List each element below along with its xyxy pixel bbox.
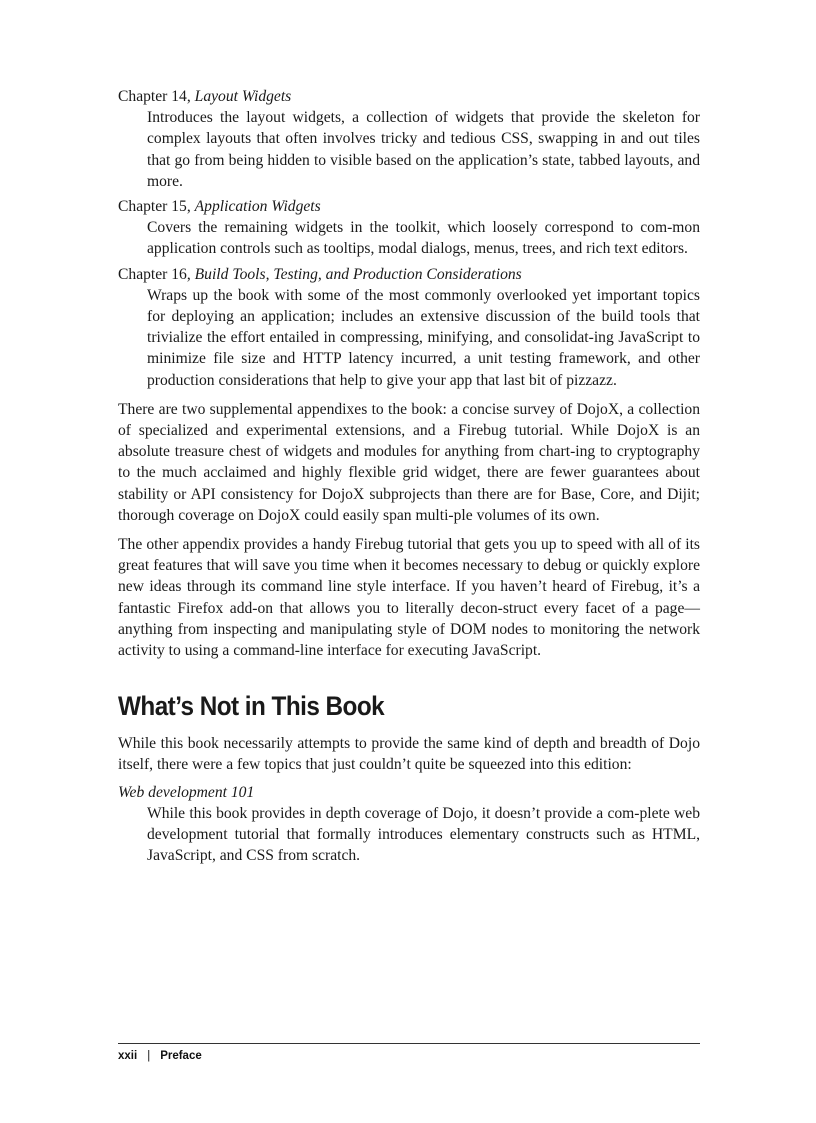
chapter-entry-15 <box>118 196 700 260</box>
entry-title: Application Widgets <box>194 198 321 216</box>
page-number: xxii <box>118 1050 138 1062</box>
entry-prefix: Chapter 14, <box>118 88 195 105</box>
page-footer <box>118 1043 700 1062</box>
term-entry-web-development <box>118 782 700 867</box>
entry-title: Layout Widgets <box>194 88 292 105</box>
term-description: While this book provides in depth coverage of Dojo, it doesn’t provide a com-plete web development tutorial that formally introduces elementary constructs such as HTML, JavaScript, and CSS from scratch. <box>147 804 700 865</box>
entry-heading <box>118 264 700 285</box>
entry-title: Build Tools, Testing, and Production Considerations <box>194 265 522 283</box>
chapter-entry-16 <box>118 264 700 391</box>
entry-prefix: Chapter 16, <box>118 265 195 283</box>
chapter-entry-14 <box>118 86 700 192</box>
body-paragraph-firebug: The other appendix provides a handy Firebug tutorial that gets you up to speed with all of its great features that will save you time when it becomes necessary to debug or quickly explore new ideas through its command line style interface. If you haven’t heard of Firebug, it’s a fantastic Firefox add-on that allows you to literally decon-struct every facet of a page—anything from inspecting and manipulating style of DOM nodes to monitoring the network activity to using a command-line interface for executing JavaScript. <box>118 536 700 660</box>
entry-prefix: Chapter 15, <box>118 198 195 216</box>
footer-separator: | <box>147 1050 151 1062</box>
body-paragraph-appendixes: There are two supplemental appendixes to the book: a concise survey of DojoX, a collection of specialized and experimental extensions, and a Firebug tutorial. While DojoX is an absolute treasure chest of widgets and modules for anything from chart-ing to cryptography to the much acclaimed and highly flexible grid widget, there are fewer guarantees about stability or API consistency for DojoX subprojects than there are for Base, Core, and Dijit; thorough coverage on DojoX could easily span multi-ple volumes of its own. <box>118 400 700 524</box>
page-content <box>118 86 700 871</box>
footer-section-name: Preface <box>160 1050 202 1062</box>
section-heading: What’s Not in This Book <box>118 691 385 722</box>
entry-heading <box>118 196 700 217</box>
section-intro-paragraph: While this book necessarily attempts to provide the same kind of depth and breadth of Dojo itself, there were a few topics that just couldn’t quite be squeezed into this edition: <box>118 735 700 774</box>
entry-description: Covers the remaining widgets in the toolkit, which loosely correspond to com-mon application controls such as tooltips, modal dialogs, menus, trees, and rich text editors. <box>147 219 700 258</box>
term-title: Web development 101 <box>118 783 255 801</box>
entry-description: Introduces the layout widgets, a collection of widgets that provide the skeleton for complex layouts that often involves tricky and tedious CSS, swapping in and out tiles that go from being hidden to visible based on the application’s state, tabbed layouts, and more. <box>147 109 700 190</box>
entry-description: Wraps up the book with some of the most commonly overlooked yet important topics for deploying an application; includes an extensive discussion of the build tools that trivialize the effort entailed in compressing, minifying, and consolidat-ing JavaScript to minimize file size and HTTP latency incurred, a unit testing framework, and other production considerations that help to give your app that last bit of pizzazz. <box>147 286 700 389</box>
entry-heading <box>118 86 700 107</box>
